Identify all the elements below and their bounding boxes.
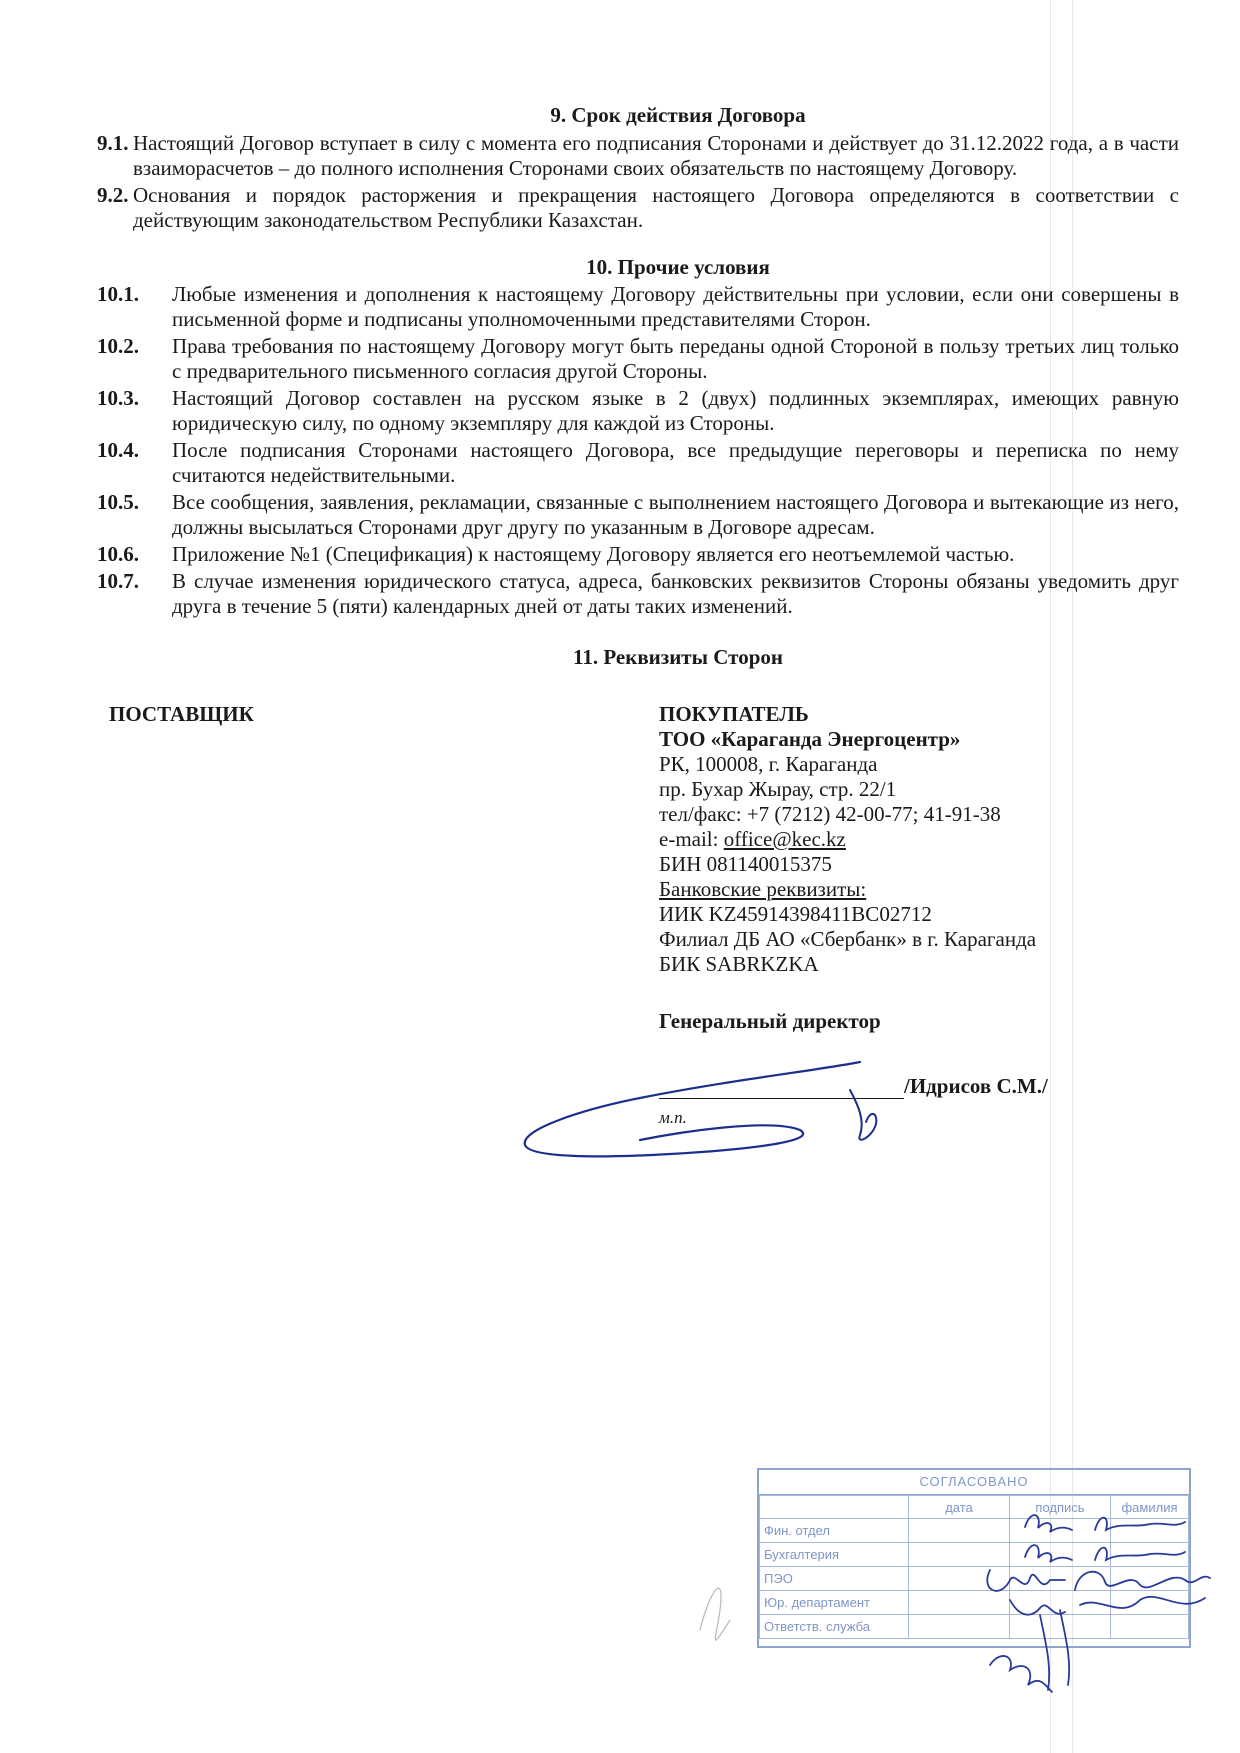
date-cell bbox=[909, 1567, 1010, 1591]
clause-text: Права требования по настоящему Договору могут быть переданы одной Стороной в пользу третьих лиц только с предварительного письменного согласия другой Стороны. bbox=[172, 334, 1179, 383]
buyer-iik: ИИК KZ45914398411BC02712 bbox=[659, 902, 932, 926]
clause-text: В случае изменения юридического статуса, адреса, банковских реквизитов Стороны обязаны уведомить друг друга в течение 5 (пяти) календарных дней от даты таких изменений. bbox=[172, 569, 1179, 618]
section-11-title: 11. Реквизиты Сторон bbox=[573, 645, 783, 669]
surname-cell bbox=[1111, 1543, 1189, 1567]
header-cell bbox=[760, 1496, 909, 1519]
surname-cell bbox=[1111, 1615, 1189, 1639]
buyer-label: ПОКУПАТЕЛЬ bbox=[659, 702, 809, 726]
stamp-title: СОГЛАСОВАНО bbox=[759, 1470, 1189, 1495]
header-cell-signature: подпись bbox=[1010, 1496, 1111, 1519]
approval-stamp bbox=[757, 1468, 1191, 1648]
clause-text: Любые изменения и дополнения к настоящему Договору действительны при условии, если они совершены в письменной форме и подписаны уполномоченными представителями Сторон. bbox=[172, 282, 1179, 331]
clause-number: 10.7. bbox=[97, 569, 139, 593]
department-cell: Юр. департамент bbox=[760, 1591, 909, 1615]
director-title: Генеральный директор bbox=[659, 1009, 881, 1033]
signature-cell bbox=[1010, 1567, 1111, 1591]
approval-row bbox=[760, 1519, 1189, 1543]
signature-cell bbox=[1010, 1591, 1111, 1615]
clause-number: 10.2. bbox=[97, 334, 139, 358]
header-cell-surname: фамилия bbox=[1111, 1496, 1189, 1519]
bank-details-header: Банковские реквизиты: bbox=[659, 877, 867, 901]
section-9-title: 9. Срок действия Договора bbox=[550, 103, 806, 127]
clause-number: 10.1. bbox=[97, 282, 139, 306]
approval-row bbox=[760, 1615, 1189, 1639]
clause-9-2 bbox=[97, 183, 1179, 233]
buyer-bik: БИК SABRKZKA bbox=[659, 952, 819, 976]
clause-9-1 bbox=[97, 131, 1179, 181]
header-cell-date: дата bbox=[909, 1496, 1010, 1519]
signature-cell bbox=[1010, 1543, 1111, 1567]
director-signature bbox=[520, 1050, 900, 1170]
date-cell bbox=[909, 1591, 1010, 1615]
buyer-bin: БИН 081140015375 bbox=[659, 852, 832, 876]
clause-text: Настоящий Договор вступает в силу с момента его подписания Сторонами и действует до 31.12.2022 года, а в части взаиморасчетов – до полного исполнения Сторонами своих обязательств по настоящему Договору. bbox=[133, 131, 1179, 180]
surname-cell bbox=[1111, 1567, 1189, 1591]
clause-number: 9.1. bbox=[97, 131, 129, 155]
approval-table bbox=[759, 1495, 1189, 1639]
signature-cell bbox=[1010, 1519, 1111, 1543]
document-body bbox=[97, 103, 1179, 1127]
email-link[interactable]: office@kec.kz bbox=[723, 827, 846, 851]
date-cell bbox=[909, 1519, 1010, 1543]
department-cell: Ответств. служба bbox=[760, 1615, 909, 1639]
clause-text: После подписания Сторонами настоящего Договора, все предыдущие переговоры и переписка по нему считаются недействительными. bbox=[172, 438, 1179, 487]
date-cell bbox=[909, 1543, 1010, 1567]
approval-row bbox=[760, 1591, 1189, 1615]
surname-cell bbox=[1111, 1591, 1189, 1615]
clause-10-3 bbox=[97, 386, 1179, 436]
clause-10-2 bbox=[97, 334, 1179, 384]
clause-number: 9.2. bbox=[97, 183, 129, 207]
buyer-bank: Филиал ДБ АО «Сбербанк» в г. Караганда bbox=[659, 927, 1037, 951]
department-cell: ПЭО bbox=[760, 1567, 909, 1591]
stamp-place-label: м.п. bbox=[659, 1108, 687, 1127]
clause-10-6 bbox=[97, 542, 1179, 567]
clause-number: 10.4. bbox=[97, 438, 139, 462]
supplier-label: ПОСТАВЩИК bbox=[109, 702, 254, 726]
signatory-name: /Идрисов С.М./ bbox=[904, 1074, 1048, 1098]
surname-cell bbox=[1111, 1519, 1189, 1543]
buyer-address-line-1: РК, 100008, г. Караганда bbox=[659, 752, 878, 776]
approval-row bbox=[760, 1543, 1189, 1567]
department-cell: Фин. отдел bbox=[760, 1519, 909, 1543]
clause-10-7 bbox=[97, 569, 1179, 619]
buyer-address-line-2: пр. Бухар Жырау, стр. 22/1 bbox=[659, 777, 897, 801]
clause-text: Настоящий Договор составлен на русском языке в 2 (двух) подлинных экземплярах, имеющих равную юридическую силу, по одному экземпляру для каждой из Стороны. bbox=[172, 386, 1179, 435]
clause-10-4 bbox=[97, 438, 1179, 488]
email-prefix: e-mail: bbox=[659, 827, 724, 851]
clause-text: Все сообщения, заявления, рекламации, связанные с выполнением настоящего Договора и вытекающие из него, должны высылаться Сторонами друг другу по указанным в Договоре адресам. bbox=[172, 490, 1179, 539]
department-cell: Бухгалтерия bbox=[760, 1543, 909, 1567]
clause-text: Приложение №1 (Спецификация) к настоящему Договору является его неотъемлемой частью. bbox=[172, 542, 1015, 566]
clause-number: 10.5. bbox=[97, 490, 139, 514]
buyer-phone: тел/факс: +7 (7212) 42-00-77; 41-91-38 bbox=[659, 802, 1001, 826]
signature-cell bbox=[1010, 1615, 1111, 1639]
approval-header-row bbox=[760, 1496, 1189, 1519]
clause-text: Основания и порядок расторжения и прекращения настоящего Договора определяются в соответствии с действующим законодательством Республики Казахстан. bbox=[133, 183, 1179, 232]
section-10-title: 10. Прочие условия bbox=[586, 255, 770, 279]
clause-number: 10.6. bbox=[97, 542, 139, 566]
buyer-company: ТОО «Караганда Энергоцентр» bbox=[659, 727, 961, 751]
clause-number: 10.3. bbox=[97, 386, 139, 410]
clause-10-5 bbox=[97, 490, 1179, 540]
date-cell bbox=[909, 1615, 1010, 1639]
buyer-email-line bbox=[659, 827, 1179, 852]
clause-10-1 bbox=[97, 282, 1179, 332]
approval-row bbox=[760, 1567, 1189, 1591]
